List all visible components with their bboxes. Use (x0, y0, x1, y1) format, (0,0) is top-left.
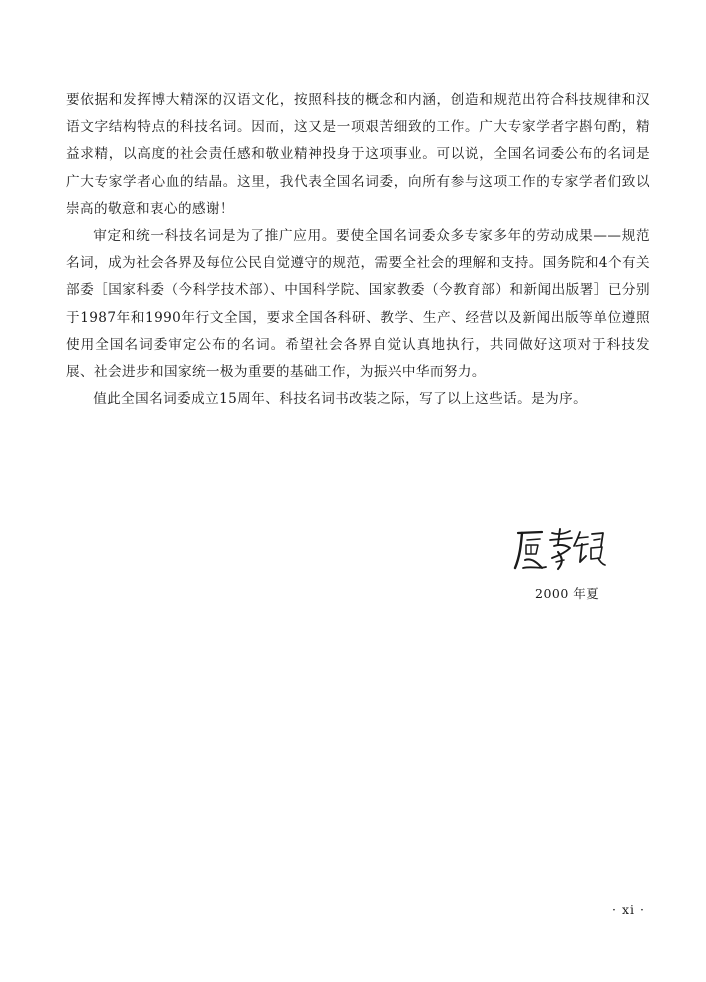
handwritten-signature-icon (512, 524, 608, 574)
preface-body (66, 87, 650, 413)
paragraph-1: 要依据和发挥博大精深的汉语文化，按照科技的概念和内涵，创造和规范出符合科技规律和汉语文字结构特点的科技名词。因而，这又是一项艰苦细致的工作。广大专家学者字斟句酌，精益求精，以高度的社会责任感和敬业精神投身于这项事业。可以说，全国名词委公布的名词是广大专家学者心血的结晶。这里，我代表全国名词委，向所有参与这项工作的专家学者们致以崇高的敬意和衷心的感谢！ (66, 92, 650, 217)
date-line: 2000 年夏 (535, 586, 600, 601)
page-number: · xi · (612, 902, 645, 917)
paragraph-2: 审定和统一科技名词是为了推广应用。要使全国名词委众多专家多年的劳动成果——规范名词，成为社会各界及每位公民自觉遵守的规范，需要全社会的理解和支持。国务院和4个有关部委［国家科委（今科学技术部）、中国科学院、国家教委（今教育部）和新闻出版署］已分别于1987年和1990年行文全国，要求全国各科研、教学、生产、经营以及新闻出版等单位遵照使用全国名词委审定公布的名词。希望社会各界自觉认真地执行，共同做好这项对于科技发展、社会进步和国家统一极为重要的基础工作，为振兴中华而努力。 (66, 228, 650, 381)
paragraph-3: 值此全国名词委成立15周年、科技名词书改装之际，写了以上这些话。是为序。 (93, 391, 588, 408)
